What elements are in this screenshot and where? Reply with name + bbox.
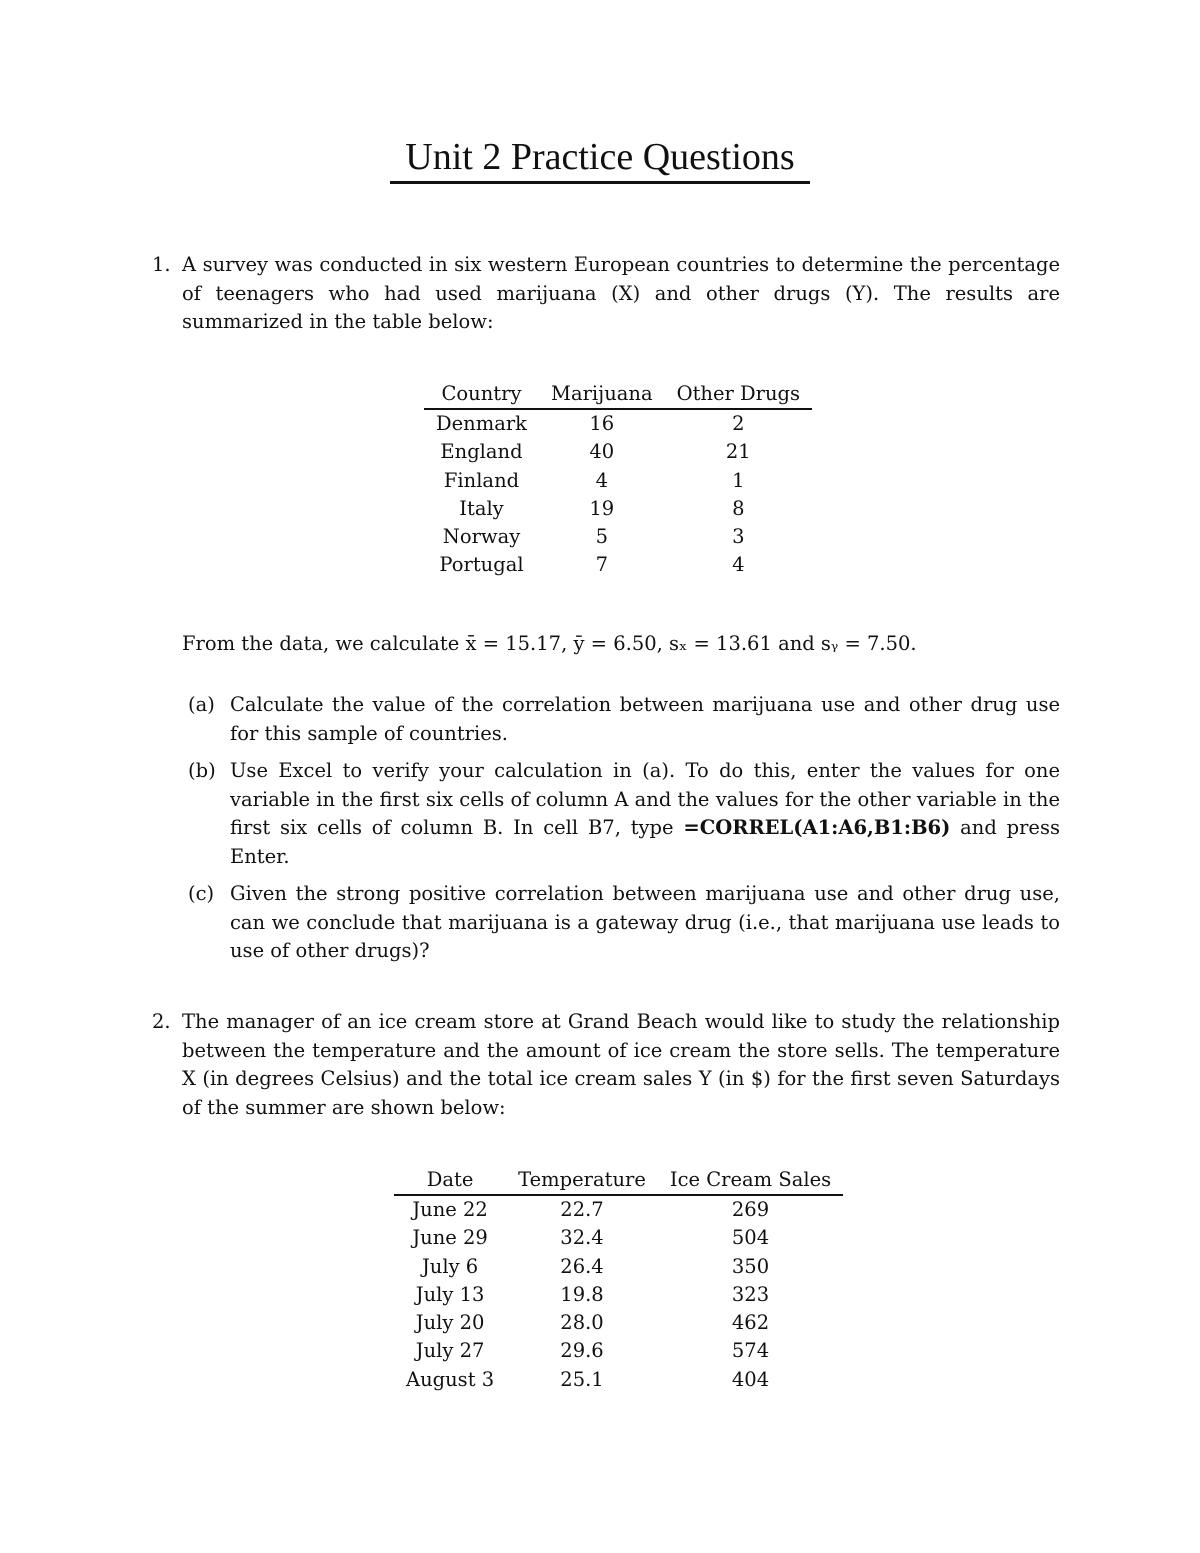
table-cell: 16 [589, 412, 615, 435]
table-row [424, 523, 812, 551]
summary-statistics: From the data, we calculate x̄ = 15.17, ȳ = 6.50, sₓ = 13.61 and sᵧ = 7.50. [182, 632, 917, 655]
table-cell: 22.7 [560, 1198, 604, 1221]
table-row [424, 467, 812, 495]
table-cell: 350 [731, 1254, 770, 1278]
table-cell: Finland [443, 468, 520, 492]
table-cell: 269 [731, 1198, 770, 1221]
table-row [394, 1195, 843, 1224]
part-c-text: Given the strong positive correlation between marijuana use and other drug use, can we conclude that marijuana is a gateway drug (i.e., that marijuana use leads to use of other drugs)? [230, 882, 1060, 962]
column-header: Country [424, 380, 539, 409]
table-cell: June 29 [412, 1226, 488, 1250]
page-title: Unit 2 Practice Questions [405, 136, 795, 178]
table-cell: 462 [731, 1311, 770, 1335]
table-cell: 5 [595, 525, 608, 549]
table-cell: 1 [732, 468, 745, 492]
column-header: Date [394, 1166, 506, 1195]
question-2-intro: The manager of an ice cream store at Grand Beach would like to study the relationship between the temperature and the amount of ice cream the store sells. The temperature X (in degrees Celsius) and the total ice cream sales Y (in $) for the first seven Saturdays of the summer are shown below: [182, 1010, 1060, 1119]
table-cell: 25.1 [560, 1367, 604, 1391]
table-row [424, 495, 812, 523]
table-cell: 32.4 [560, 1226, 604, 1250]
column-header: Other Drugs [665, 380, 812, 409]
table-cell: June 22 [412, 1198, 488, 1221]
table-cell: 19 [589, 496, 615, 520]
table-cell: 4 [595, 468, 608, 492]
column-header: Temperature [506, 1166, 658, 1195]
table-cell: Denmark [436, 412, 527, 435]
table-cell: 3 [732, 525, 745, 549]
table-cell: 28.0 [560, 1311, 604, 1335]
table-cell: 21 [725, 440, 751, 464]
table-row [424, 551, 812, 579]
table-cell: 4 [732, 553, 745, 577]
table-cell: 504 [731, 1226, 770, 1250]
table-cell: 2 [732, 412, 745, 435]
table-cell: 29.6 [560, 1339, 604, 1363]
table-row [394, 1281, 843, 1309]
table-cell: Portugal [439, 553, 524, 577]
table-cell: July 20 [415, 1311, 485, 1335]
table-cell: 574 [731, 1339, 770, 1363]
column-header: Marijuana [539, 380, 665, 409]
part-b-text-before: Use Excel to verify your calculation in (a). To do this, enter the values for one variable in the first six cells of column A and the values for the other variable in the first six cells of column B. In cell B7, type [230, 759, 1060, 839]
table-cell: 26.4 [560, 1254, 604, 1278]
question-1-number: 1. [152, 253, 171, 276]
table-header-row [424, 380, 812, 409]
table-row [394, 1337, 843, 1365]
table-cell: 19.8 [560, 1282, 604, 1306]
table-row [394, 1366, 843, 1394]
part-b-text-after: and press Enter. [230, 816, 1060, 868]
table-cell: 40 [589, 440, 615, 464]
part-c-label: (c) [188, 882, 215, 905]
title-underline [390, 181, 810, 184]
table-row [424, 409, 812, 438]
table-cell: July 6 [421, 1254, 479, 1278]
column-header: Ice Cream Sales [658, 1166, 843, 1195]
table-cell: 404 [731, 1367, 770, 1391]
question-2-number: 2. [152, 1010, 171, 1033]
table-cell: 8 [732, 496, 745, 520]
part-a-text: Calculate the value of the correlation between marijuana use and other drug use for this sample of countries. [230, 693, 1060, 745]
part-a-label: (a) [188, 693, 215, 716]
table-cell: 7 [595, 553, 608, 577]
table-header-row [394, 1166, 843, 1195]
table-cell: Norway [442, 525, 521, 549]
ice-cream-table [394, 1166, 843, 1394]
table-cell: 323 [731, 1282, 770, 1306]
table-cell: Italy [459, 496, 504, 520]
table-row [394, 1309, 843, 1337]
table-row [394, 1224, 843, 1252]
part-b-text [230, 757, 1060, 871]
table-cell: England [440, 440, 523, 464]
drug-use-table [424, 380, 812, 580]
table-row [424, 438, 812, 466]
question-1-intro: A survey was conducted in six western European countries to determine the percentage of teenagers who had used marijuana (X) and other drugs (Y). The results are summarized in the table below: [182, 253, 1060, 333]
table-cell: July 13 [415, 1282, 485, 1306]
part-b-label: (b) [188, 759, 216, 782]
excel-formula: =CORREL(A1:A6,B1:B6) [683, 816, 951, 839]
table-cell: July 27 [415, 1339, 485, 1363]
table-row [394, 1253, 843, 1281]
table-cell: August 3 [406, 1367, 495, 1391]
